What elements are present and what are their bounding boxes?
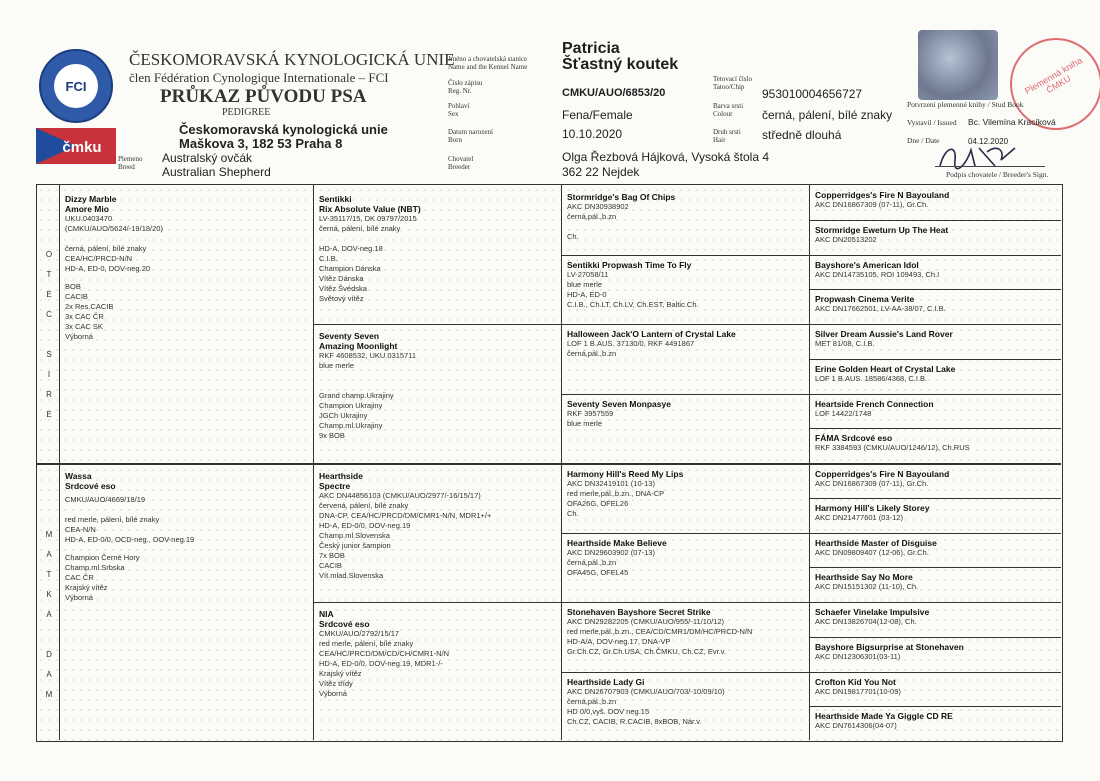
breeder-label: Chovatel Breeder: [448, 155, 474, 171]
dog-name-line2: Šťastný koutek: [562, 56, 679, 73]
gen4-dog-name: Hearthside Made Ya Giggle CD RE: [815, 711, 953, 721]
gen2-cell: Seventy Seven Amazing Moonlight RKF 4608532, UKU.0315711 blue merle Grand champ.Ukrajiny Champion Ukrajiny JGCh Ukrajiny Champ.ml.Ukrajiny 9x BOB: [319, 331, 417, 440]
side-letter: T: [46, 570, 52, 579]
gen4-cell: [811, 466, 1059, 498]
gen4-cell: [811, 708, 1059, 740]
gen4-dog-details: AKC DN16867309 (07-11), Gr.Ch.: [815, 479, 929, 488]
address-line2: Maškova 3, 182 53 Praha 8: [179, 136, 343, 151]
gen4-dog-name: Stormridge Eweturn Up The Heat: [815, 225, 949, 235]
gen4-dog-details: AKC DN7614306(04-07): [815, 721, 897, 730]
sex-label: Pohlaví Sex: [448, 102, 470, 118]
gen4-dog-details: AKC DN17662501, LV-AA-38/07, C.I.B.: [815, 304, 946, 313]
gen4-dog-name: Copperridges's Fire N Bayouland: [815, 190, 950, 200]
logo-fci-text: FCI: [65, 79, 87, 94]
sex-value: Fena/Female: [562, 108, 633, 122]
gen3-cell: Halloween Jack'O Lantern of Crystal Lake LOF 1 B.AUS. 37130/0, RKF 4491867 černá,pál.,b.zn: [567, 329, 736, 358]
gen3-cell: Hearthside Lady Gi AKC DN26707903 (CMKU/AUO/703/-10/09/10) černá,pál.,b.zn HD 0/0,vyš. DOV neg.15 Ch.CZ, CACIB, R.CACIB, 8xBOB, Nár.v.: [567, 677, 725, 726]
breeder-signature: [935, 140, 1035, 172]
dam-side-label: [41, 525, 57, 705]
dam-details: CMKU/AUO/4669/18/19 red merle, pálení, bílé znaky CEA-N/N HD-A, ED-0/0, OCD-neg., DOV-neg.19: [65, 495, 195, 544]
gen3-cell: Harmony Hill's Reed My Lips AKC DN32419101 (10-13) red merle,pál.,b.zn., DNA-CP OFA26G, OFEL26 Ch.: [567, 469, 684, 518]
signature-label: Podpis chovatele / Breeder's Sign.: [946, 170, 1049, 179]
side-letter: A: [46, 670, 52, 679]
reg-value: CMKU/AUO/6853/20: [562, 87, 666, 99]
stud-book-confirmation: Potvrzení plemenné knihy / Stud Book: [907, 100, 1024, 109]
issued-value: Bc. Vilemína Kracíková: [968, 117, 1056, 127]
gen4-cell: [811, 257, 1059, 289]
side-letter: O: [45, 250, 53, 259]
gen4-dog-name: Heartside French Connection: [815, 399, 934, 409]
gen4-cell: [811, 361, 1059, 393]
gen4-dog-name: Propwash Cinema Verite: [815, 294, 915, 304]
gen4-dog-name: Silver Dream Aussie's Land Rover: [815, 329, 953, 339]
side-letter: A: [46, 550, 52, 559]
doc-title-en: PEDIGREE: [222, 107, 271, 118]
sire-cell: [61, 191, 311, 461]
side-letter: R: [46, 390, 52, 399]
gen4-dog-details: AKC DN20513202: [815, 235, 877, 244]
gen4-dog-name: Schaefer Vinelake Impulsive: [815, 607, 930, 617]
gen4-dog-name: Crofton Kid You Not: [815, 677, 896, 687]
gen4-dog-name: Copperridges's Fire N Bayouland: [815, 469, 950, 479]
gen4-cell: [811, 569, 1059, 601]
gen4-dog-details: LOF 1 B.AUS. 18586/4368, C.I.B.: [815, 374, 928, 383]
gen4-cell: [811, 187, 1059, 219]
gen4-cell: [811, 291, 1059, 323]
gen3-cell: Sentikki Propwash Time To Fly LV-27058/11 blue merle HD-A, ED-0 C.I.B., Ch.LT, Ch.LV, Ch.EST, Baltic.Ch.: [567, 260, 699, 309]
gen4-dog-details: AKC DN19817701(10-09): [815, 687, 901, 696]
gen4-dog-details: AKC DN15151302 (11-10), Ch.: [815, 582, 919, 591]
stud-book-stamp: Plemenná kniha ČMKU: [1010, 38, 1100, 130]
side-letter: [41, 325, 57, 345]
sire-details: UKU.0403470 (CMKU/AUO/5624/-19/18/20) černá, pálení, bílé znaky CEA/HC/PRCD-N/N HD-A, ED-0, DOV-neg.20: [65, 214, 163, 273]
born-value: 10.10.2020: [562, 127, 623, 141]
breed-label: Plemeno Breed: [118, 155, 143, 171]
gen4-dog-name: FÁMA Srdcové eso: [815, 433, 893, 443]
gen4-dog-details: AKC DN21477601 (03-12): [815, 513, 903, 522]
gen3-cell: Stonehaven Bayshore Secret Strike AKC DN29282205 (CMKU/AUO/955/-11/10/12) red merle,pál.,b.zn., CEA/CD/CMR1/DM/HC/PRCD-N/N HD-A/A, DOV-neg.17, DNA-VP Gr.Ch.CZ, Gr.Ch.USA, Ch.ČMKU, Ch.CZ, Evr.v.: [567, 607, 753, 656]
side-letter: M: [45, 690, 53, 699]
gen4-dog-name: Harmony Hill's Likely Storey: [815, 503, 930, 513]
org-name: ČESKOMORAVSKÁ KYNOLOGICKÁ UNIE: [129, 50, 455, 69]
gen4-dog-details: AKC DN09809407 (12-06), Gr.Ch.: [815, 548, 929, 557]
gen4-cell: [811, 535, 1059, 567]
fci-cmku-logo: [30, 42, 122, 170]
gen2-cell: Sentikki Rix Absolute Value (NBT) LV-35117/15, DK 09797/2015 černá, pálení, bílé znaky HD-A, DOV-neg.18 C.I.B. Champion Dánska Vítěz Dánska Vítěz Švédska Světový vítěz: [319, 194, 421, 303]
side-letter: E: [46, 410, 52, 419]
reg-label: Číslo zápisu Reg. Nr.: [448, 79, 483, 95]
breeder-line2: 362 22 Nejdek: [562, 165, 640, 179]
side-letter: I: [47, 370, 51, 379]
gen4-cell: [811, 222, 1059, 254]
gen4-dog-details: AKC DN14735105, ROI 109493, Ch.I: [815, 270, 940, 279]
colour-value: černá, pálení, bílé znaky: [762, 108, 893, 122]
gen4-dog-details: MET 81/08, C.I.B.: [815, 339, 875, 348]
side-letter: [41, 625, 57, 645]
gen4-cell: [811, 396, 1059, 428]
side-letter: E: [46, 290, 52, 299]
date-value: 04.12.2020: [968, 137, 1009, 146]
signature-line: [935, 166, 1045, 167]
chip-value: 953010004656727: [762, 87, 863, 101]
sire-name-1: Dizzy Marble: [65, 194, 117, 204]
date-label: Dne / Date: [907, 136, 940, 145]
gen4-cell: [811, 639, 1059, 671]
gen2-cell: NIA Srdcové eso CMKU/AUO/2792/15/17 red merle, pálení, bílé znaky CEA/HC/PRCD/DM/CD/CH/CMR1-N/N HD-A, ED-0/0, DOV-neg.19, MDR1-/- Krajský vítěz Vítěz třídy Výborná: [319, 609, 450, 698]
breed-value-en: Australian Shepherd: [162, 165, 271, 179]
gen4-cell: [811, 674, 1059, 706]
gen4-dog-name: Bayshore's American Idol: [815, 260, 919, 270]
gen4-cell: [811, 326, 1059, 358]
gen4-dog-details: RKF 3384593 (CMKU/AUO/1246/12), Ch.RUS: [815, 443, 970, 452]
dam-titles: Champion Černé Hory Champ.ml.Srbska CAC ČR Krajský vítěz Výborná: [65, 553, 140, 602]
gen4-dog-name: Hearthside Say No More: [815, 572, 913, 582]
logo-cmku-text: čmku: [62, 139, 102, 156]
doc-title: PRŮKAZ PŮVODU PSA: [160, 86, 367, 107]
side-letter: T: [46, 270, 52, 279]
name-label: Jméno a chovatelská stanice Name and the Kennel Name: [448, 55, 528, 71]
sire-side-label: [41, 245, 57, 425]
gen4-dog-name: Hearthside Master of Disguise: [815, 538, 937, 548]
breed-value-cz: Australský ovčák: [162, 151, 253, 165]
gen2-cell: Hearthside Spectre AKC DN44856103 (CMKU/AUO/2977/-16/15/17) červená, pálení, bílé znaky DNA-CP, CEA/HC/PRCD/DM/CMR1-N/N, MDR1+/+ HD-A, ED-0/0, DOV-neg.19 Champ.ml.Slovenska Český junior šampion 7x BOB CACIB Vít.mlad.Slovenska: [319, 471, 492, 580]
gen4-dog-name: Bayshore Bigsurprise at Stonehaven: [815, 642, 964, 652]
born-label: Datum narození Born: [448, 128, 493, 144]
gen4-cell: [811, 604, 1059, 636]
chip-label: Tetovací číslo Tatoo/Chip: [713, 75, 752, 91]
dam-name-2: Srdcové eso: [65, 481, 116, 491]
side-letter: M: [45, 530, 53, 539]
gen4-dog-details: AKC DN13826704(12-08), Ch.: [815, 617, 917, 626]
gen4-cell: [811, 430, 1059, 462]
gen3-cell: Seventy Seven Monpasye RKF 3957559 blue merle: [567, 399, 671, 428]
hair-label: Druh srsti Hair: [713, 128, 741, 144]
side-letter: C: [46, 310, 52, 319]
colour-label: Barva srsti Colour: [713, 102, 744, 118]
sire-titles: BOB CACIB 2x Res.CACIB 3x CAC ČR 3x CAC SK Výborná: [65, 282, 114, 341]
side-letter: D: [46, 650, 52, 659]
dam-cell: [61, 468, 311, 738]
side-letter: K: [46, 590, 52, 599]
gen3-cell: Stormridge's Bag Of Chips AKC DN30938902 černá,pál.,b.zn Ch.: [567, 192, 676, 241]
gen4-dog-details: AKC DN12306301(03-11): [815, 652, 901, 661]
gen3-cell: Hearthside Make Believe AKC DN29603902 (07-13) černá,pál.,b.zn OFA45G, OFEL45: [567, 538, 667, 577]
gen4-dog-details: AKC DN16867309 (07-11), Gr.Ch.: [815, 200, 929, 209]
side-letter: S: [46, 350, 52, 359]
gen4-dog-details: LOF 14422/1748: [815, 409, 872, 418]
gen4-dog-name: Erine Golden Heart of Crystal Lake: [815, 364, 956, 374]
pedigree-table: [36, 184, 1063, 742]
fci-member-line: člen Fédération Cynologique Internationale – FCI: [129, 70, 389, 85]
gen4-cell: [811, 500, 1059, 532]
hair-value: středně dlouhá: [762, 128, 842, 142]
hologram-seal: [918, 30, 998, 100]
dam-name-1: Wassa: [65, 471, 92, 481]
sire-name-2: Amore Mio: [65, 204, 109, 214]
side-letter: A: [46, 610, 52, 619]
breeder-line1: Olga Řezbová Hájková, Vysoká štola 4: [562, 150, 769, 164]
dog-name-line1: Patricia: [562, 40, 620, 57]
issued-label: Vystavil / Issued: [907, 118, 957, 127]
address-line1: Českomoravská kynologická unie: [179, 122, 388, 137]
